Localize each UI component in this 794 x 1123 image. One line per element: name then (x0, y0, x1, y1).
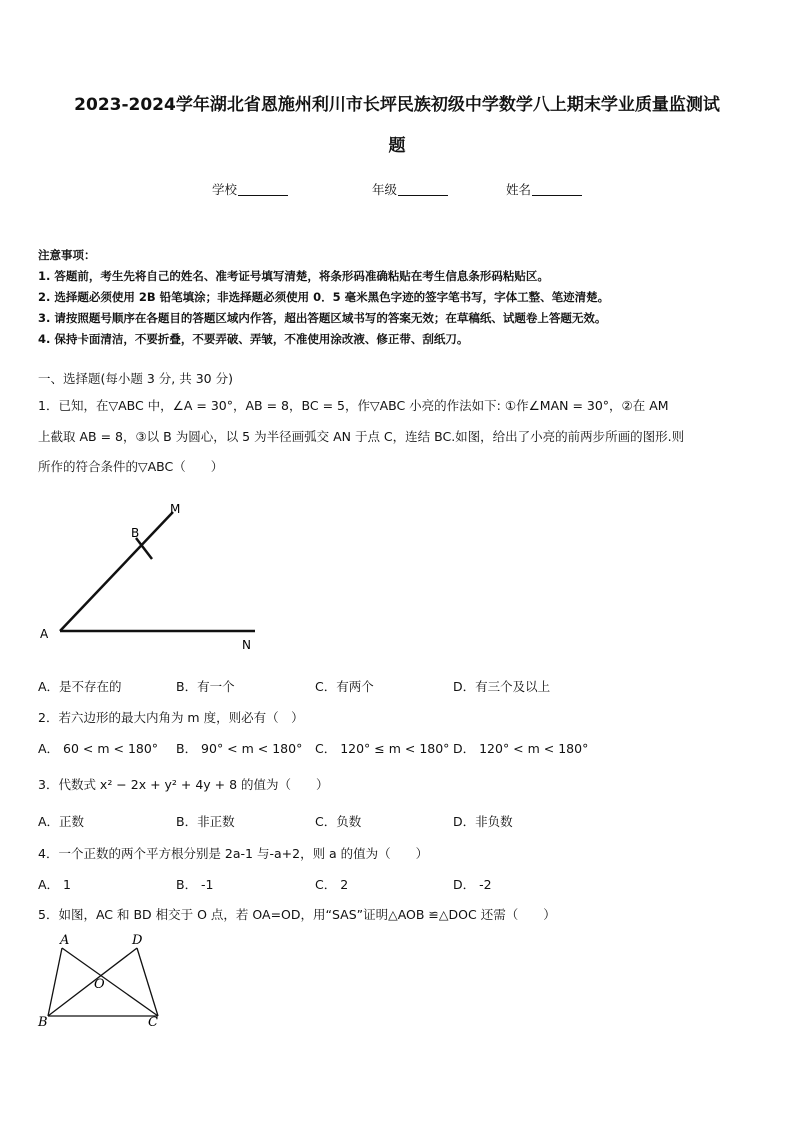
q5-stem: 5．如图，AC 和 BD 相交于 O 点，若 OA=OD，用“SAS”证明△AOB ≌△DOC 还需（ ） (38, 907, 556, 922)
school-field (212, 180, 288, 198)
q1-stem-line3: 所作的符合条件的▽ABC（ ） (38, 459, 224, 474)
notes-item: 2. 选择题必须使用 2B 铅笔填涂；非选择题必须使用 0．5 毫米黑色字迹的签字笔书写，字体工整、笔迹清楚。 (38, 290, 610, 304)
label-c: C (148, 1015, 158, 1030)
q1-stem-line1: 1．已知，在▽ABC 中，∠A = 30°，AB = 8，BC = 5，作▽ABC 小亮的作法如下: ①作∠MAN = 30°，②在 AM (38, 398, 669, 413)
label-b: B (131, 526, 140, 540)
q4-stem: 4．一个正数的两个平方根分别是 2a-1 与-a+2，则 a 的值为（ ） (38, 846, 429, 861)
q5-crossed-triangles-figure (32, 928, 164, 1030)
q1-stem-line2: 上截取 AB = 8，③以 B 为圆心，以 5 为半径画弧交 AN 于点 C，连结 BC.如图，给出了小亮的前两步所画的图形.则 (38, 429, 685, 444)
q2-option-d: D． 120° < m < 180° (453, 741, 589, 756)
label-n: N (242, 638, 251, 652)
notes-heading: 注意事项： (38, 248, 96, 262)
q1-option-d: D．有三个及以上 (453, 679, 551, 694)
segment-ab (48, 948, 62, 1016)
name-field (506, 180, 582, 198)
segment-bd (48, 948, 137, 1016)
q3-option-c: C．负数 (315, 814, 362, 829)
q4-option-c: C． 2 (315, 877, 349, 892)
segment-ac (62, 948, 158, 1016)
notes-item: 1. 答题前，考生先将自己的姓名、准考证号填写清楚，将条形码准确粘贴在考生信息条形码粘贴区。 (38, 269, 549, 283)
grade-label: 年级 (372, 182, 398, 197)
label-m: M (170, 502, 181, 516)
q2-option-c: C． 120° ≤ m < 180° (315, 741, 450, 756)
page-title-continued: 题 (388, 136, 406, 156)
q4-option-d: D． -2 (453, 877, 492, 892)
school-label: 学校 (212, 182, 238, 197)
label-a: A (60, 933, 70, 948)
label-a: A (40, 627, 49, 641)
q2-option-b: B． 90° < m < 180° (176, 741, 303, 756)
q3-stem: 3．代数式 x² − 2x + y² + 4y + 8 的值为（ ） (38, 777, 329, 792)
grade-blank (398, 183, 448, 196)
section-heading: 一、选择题(每小题 3 分, 共 30 分) (38, 371, 233, 386)
notes-item: 4. 保持卡面清洁，不要折叠，不要弄破、弄皱，不准使用涂改液、修正带、刮纸刀。 (38, 332, 469, 346)
q1-option-c: C．有两个 (315, 679, 374, 694)
notes-item: 3. 请按照题号顺序在各题目的答题区域内作答，超出答题区域书写的答案无效；在草稿纸、试题卷上答题无效。 (38, 311, 607, 325)
q3-option-d: D．非负数 (453, 814, 513, 829)
grade-field (372, 180, 448, 198)
q4-option-a: A． 1 (38, 877, 71, 892)
school-blank (238, 183, 288, 196)
q1-angle-figure (30, 495, 270, 655)
q2-stem: 2．若六边形的最大内角为 m 度，则必有（ ） (38, 710, 304, 725)
page-title: 2023-2024学年湖北省恩施州利川市长坪民族初级中学数学八上期末学业质量监测试 (74, 95, 720, 115)
ray-am (60, 512, 173, 631)
q4-option-b: B． -1 (176, 877, 214, 892)
label-d: D (132, 933, 143, 948)
q1-option-a: A．是不存在的 (38, 679, 122, 694)
exam-notes (38, 245, 768, 350)
name-label: 姓名 (506, 182, 532, 197)
label-o: O (94, 977, 105, 992)
q3-option-b: B．非正数 (176, 814, 235, 829)
q3-option-a: A．正数 (38, 814, 85, 829)
name-blank (532, 183, 582, 196)
q2-option-a: A． 60 < m < 180° (38, 741, 159, 756)
q1-option-b: B．有一个 (176, 679, 235, 694)
label-b: B (38, 1015, 48, 1030)
segment-dc (137, 948, 158, 1016)
